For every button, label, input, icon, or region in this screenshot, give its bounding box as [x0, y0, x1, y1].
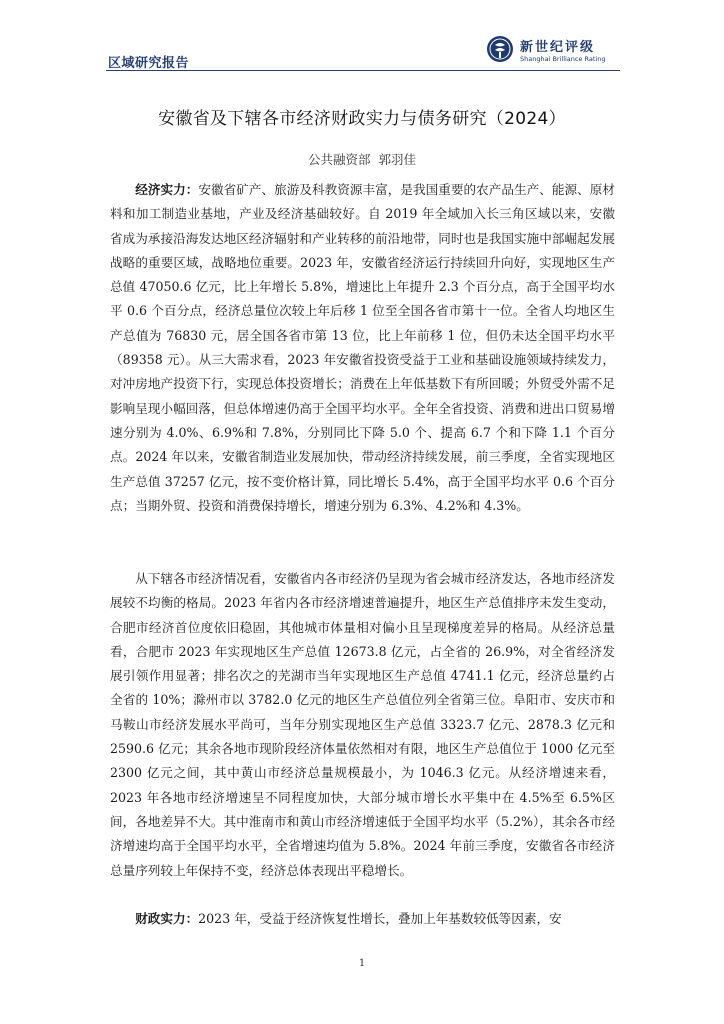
brand-name-cn: 新世纪评级 — [520, 40, 596, 55]
report-category-label: 区域研究报告 — [108, 56, 190, 71]
header-divider — [106, 70, 620, 71]
paragraph-text: 安徽省矿产、旅游及科教资源丰富，是我国重要的农产品生产、能源、原材料和加工制造业基地，产业及经济基础较好。自 2019 年全域加入长三角区域以来，安徽省成为承接沿海发达地区经济辐射和产业转移的前沿地带，同时也是我国实施中部崛起发展战略的重要区域，战略地位重要。2023 年，安徽省经济运行持续回升向好，实现地区生产总值 47050.6 亿元，比上年增长 5.8%，增速比上年提升 2.3 个百分点，高于全国平均水平 0.6 个百分点，经济总量位次较上年后移 1 位至全国各省市第十一位。全省人均地区生产总值为 76830 元，居全国各省市第 13 位，比上年前移 1 位，但仍未达全国平均水平（89358 元）。从三大需求看，2023 年安徽省投资受益于工业和基础设施领域持续发力，对冲房地产投资下行，实现总体投资增长；消费在上年低基数下有所回暖；外贸受外需不足影响呈现小幅回落，但总体增速仍高于全国平均水平。全年全省投资、消费和进出口贸易增速分别为 4.0%、6.9%和 7.8%，分别同比下降 5.0 个、提高 6.7 个和下降 1.1 个百分点。2024 年以来，安徽省制造业发展加快，带动经济持续发展，前三季度，全省实现地区生产总值 37257 亿元，按不变价格计算，同比增长 5.4%，高于全国平均水平 0.6 个百分点；当期外贸、投资和消费保持增长，增速分别为 6.3%、4.2%和 4.3%。 — [110, 182, 616, 513]
paragraph-economic-strength — [110, 178, 615, 518]
paragraph-city-economy — [110, 567, 615, 883]
brand-logo — [486, 34, 626, 68]
brand-name-en: Shanghai Brilliance Rating — [520, 55, 606, 63]
page-number: 1 — [358, 958, 366, 969]
brand-emblem-icon — [486, 35, 514, 63]
paragraph-text: 从下辖各市经济情况看，安徽省内各市经济仍呈现为省会城市经济发达，各地市经济发展较不均衡的格局。2023 年省内各市经济增速普遍提升，地区生产总值排序未发生变动，合肥市经济首位度依旧稳固，其他城市体量相对偏小且呈现梯度差异的格局。从经济总量看，合肥市 2023 年实现地区生产总值 12673.8 亿元，占全省的 26.9%，对全省经济发展引领作用显著；排名次之的芜湖市当年实现地区生产总值 4741.1 亿元，经济总量约占全省的 10%；滁州市以 3782.0 亿元的地区生产总值位列全省第三位。阜阳市、安庆市和马鞍山市经济发展水平尚可，当年分别实现地区生产总值 3323.7 亿元、2878.3 亿元和 2590.6 亿元；其余各地市现阶段经济体量依然相对有限，地区生产总值位于 1000 亿元至 2300 亿元之间，其中黄山市经济总量规模最小，为 1046.3 亿元。从经济增速来看，2023 年各地市经济增速呈不同程度加快，大部分城市增长水平集中在 4.5%至 6.5%区间，各地差异不大。其中淮南市和黄山市经济增速低于全国平均水平（5.2%），其余各市经济增速均高于全国平均水平，全省增速均值为 5.8%。2024 年前三季度，安徽省各市经济总量序列较上年保持不变，经济总体表现出平稳增长。 — [110, 571, 615, 878]
paragraph-text: 2023 年，受益于经济恢复性增长，叠加上年基数较低等因素，安 — [198, 911, 562, 926]
page-header — [0, 0, 724, 72]
report-authors: 公共融资部 郭羽佳 — [308, 152, 416, 167]
paragraph-lead: 财政实力： — [135, 911, 199, 926]
paragraph-lead: 经济实力： — [135, 182, 199, 197]
paragraph-fiscal-strength — [110, 907, 615, 932]
report-title: 安徽省及下辖各市经济财政实力与债务研究（2024） — [158, 109, 566, 129]
